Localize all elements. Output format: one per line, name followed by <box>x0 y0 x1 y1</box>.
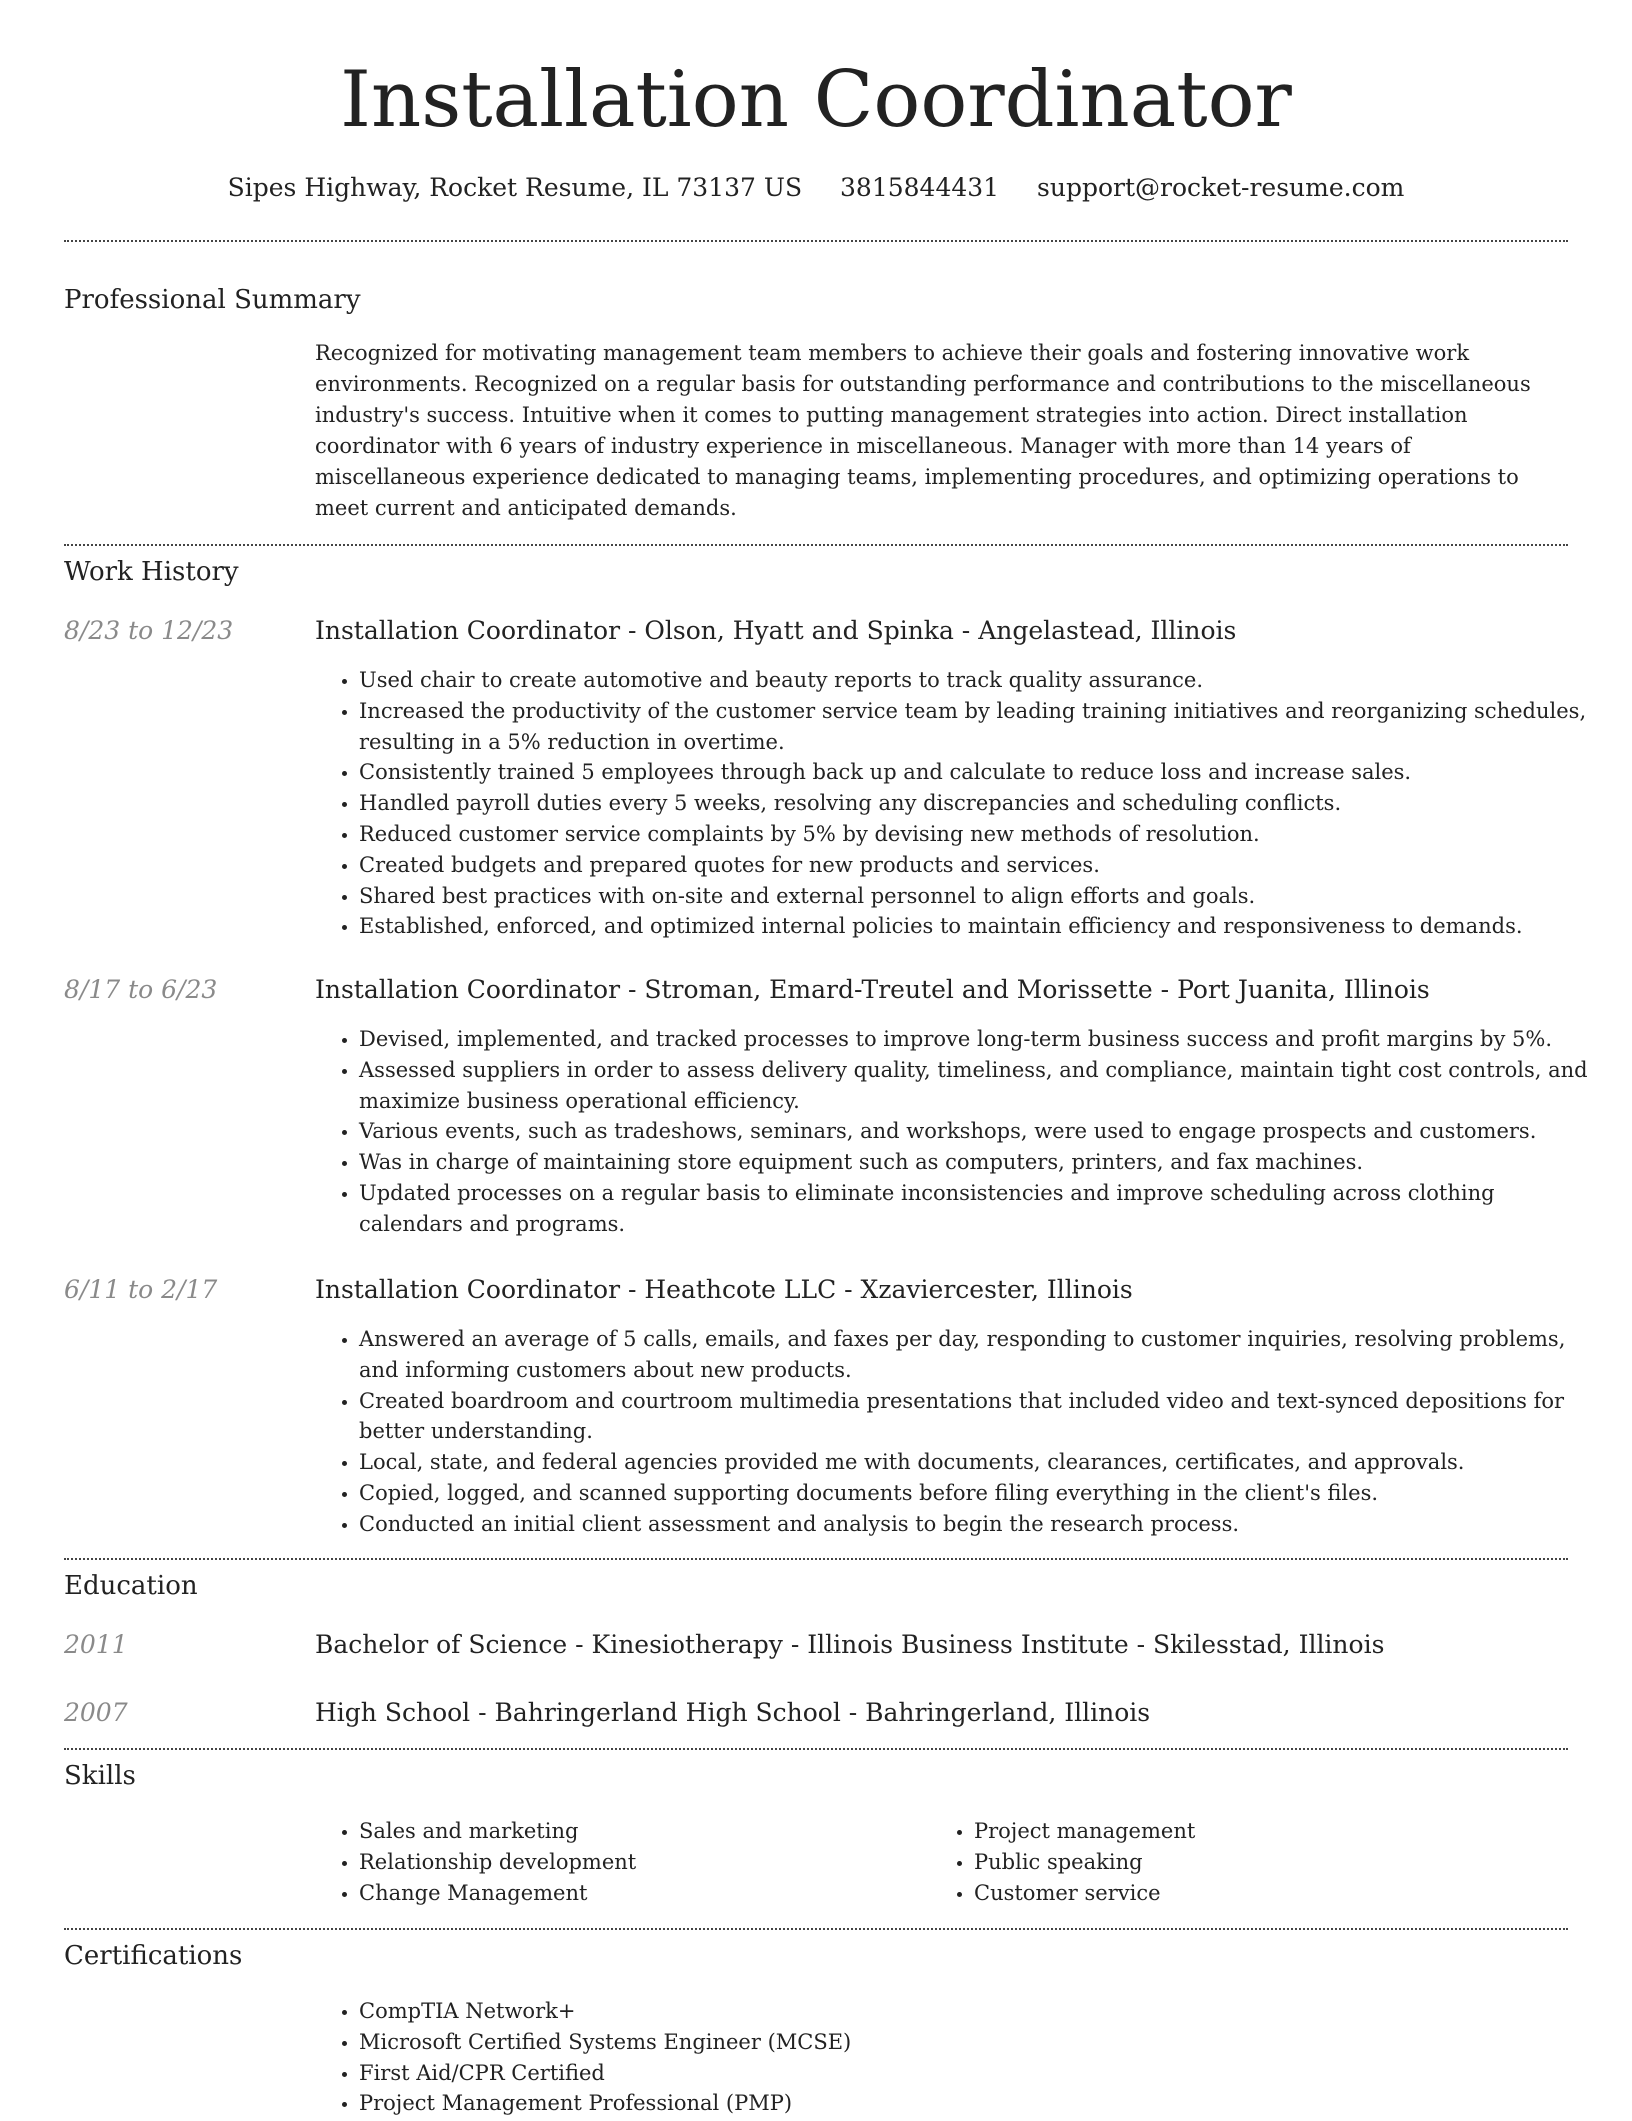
list-item: • Change Management <box>359 1878 929 1909</box>
job-dates: 8/17 to 6/23 <box>64 975 218 1004</box>
job-company: Heathcote LLC <box>644 1275 837 1304</box>
list-item: • Sales and marketing <box>359 1816 929 1847</box>
divider <box>64 1748 1568 1750</box>
job-heading: Installation Coordinator - Stroman, Emard-Treutel and Morissette - Port Juanita, Illinois <box>315 975 1430 1004</box>
list-item: • Conducted an initial client assessment and analysis to begin the research process. <box>359 1509 1604 1540</box>
list-item: • Created boardroom and courtroom multimedia presentations that included video and text-synced depositions for better understanding. <box>359 1386 1604 1448</box>
list-item: • Created budgets and prepared quotes for new products and services. <box>359 850 1604 881</box>
list-item: • Increased the productivity of the customer service team by leading training initiatives and reorganizing schedules, resulting in a 5% reduction in overtime. <box>359 696 1604 758</box>
divider <box>64 544 1568 546</box>
contact-email: support@rocket-resume.com <box>1037 173 1405 202</box>
list-item: • Microsoft Certified Systems Engineer (MCSE) <box>359 2027 1604 2058</box>
list-item: • Assessed suppliers in order to assess delivery quality, timeliness, and compliance, maintain tight cost controls, and maximize business operational efficiency. <box>359 1055 1604 1117</box>
section-title-summary: Professional Summary <box>64 285 361 315</box>
list-item: • Handled payroll duties every 5 weeks, resolving any discrepancies and scheduling conflicts. <box>359 788 1604 819</box>
section-title-work: Work History <box>64 557 239 587</box>
list-item: • Used chair to create automotive and beauty reports to track quality assurance. <box>359 665 1604 696</box>
divider <box>64 1928 1568 1930</box>
job-heading: Installation Coordinator - Olson, Hyatt and Spinka - Angelastead, Illinois <box>315 616 1237 645</box>
job-heading: Installation Coordinator - Heathcote LLC - Xzaviercester, Illinois <box>315 1275 1133 1304</box>
list-item: • Updated processes on a regular basis to eliminate inconsistencies and improve scheduling across clothing calendars and programs. <box>359 1178 1604 1240</box>
list-item: • Various events, such as tradeshows, seminars, and workshops, were used to engage prospects and customers. <box>359 1116 1604 1147</box>
list-item: • Consistently trained 5 employees through back up and calculate to reduce loss and increase sales. <box>359 757 1604 788</box>
job-company: Olson, Hyatt and Spinka <box>644 616 954 645</box>
education-year: 2007 <box>64 1698 128 1727</box>
list-item: • Was in charge of maintaining store equipment such as computers, printers, and fax machines. <box>359 1147 1604 1178</box>
job-bullets <box>315 1024 1604 1240</box>
education-entry: High School - Bahringerland High School - Bahringerland, Illinois <box>315 1698 1151 1727</box>
job-title: Installation Coordinator <box>315 975 621 1004</box>
list-item: • Public speaking <box>974 1847 1574 1878</box>
candidate-title: Installation Coordinator <box>340 55 1292 145</box>
list-item: • Local, state, and federal agencies provided me with documents, clearances, certificates, and approvals. <box>359 1447 1604 1478</box>
job-location: Angelastead, Illinois <box>978 616 1237 645</box>
list-item: • Copied, logged, and scanned supporting documents before filing everything in the client's files. <box>359 1478 1604 1509</box>
list-item: • Project management <box>974 1816 1574 1847</box>
list-item: • Answered an average of 5 calls, emails, and faxes per day, responding to customer inquiries, resolving problems, and informing customers about new products. <box>359 1324 1604 1386</box>
divider <box>64 240 1568 242</box>
list-item: • Customer service <box>974 1878 1574 1909</box>
divider <box>64 1558 1568 1560</box>
job-dates: 8/23 to 12/23 <box>64 616 234 645</box>
contact-phone: 3815844431 <box>840 173 1000 202</box>
summary-text: Recognized for motivating management team members to achieve their goals and fostering innovative work environments. Recognized on a regular basis for outstanding performance and contributions to the miscellaneous industry's success. Intuitive when it comes to putting management strategies into action. Direct installation coordinator with 6 years of industry experience in miscellaneous. Manager with more than 14 years of miscellaneous experience dedicated to managing teams, implementing procedures, and optimizing operations to meet current and anticipated demands. <box>315 341 1531 520</box>
section-title-certifications: Certifications <box>64 1941 243 1971</box>
list-item: • Devised, implemented, and tracked processes to improve long-term business success and profit margins by 5%. <box>359 1024 1604 1055</box>
job-bullets <box>315 665 1604 942</box>
list-item: • Relationship development <box>359 1847 929 1878</box>
job-dates: 6/11 to 2/17 <box>64 1275 218 1304</box>
section-title-skills: Skills <box>64 1761 136 1791</box>
education-year: 2011 <box>64 1630 128 1659</box>
job-bullets <box>315 1324 1604 1540</box>
list-item: • CompTIA Network+ <box>359 1996 1604 2027</box>
certifications-list <box>315 1996 1604 2119</box>
list-item: • Reduced customer service complaints by 5% by devising new methods of resolution. <box>359 819 1604 850</box>
job-location: Port Juanita, Illinois <box>1177 975 1430 1004</box>
list-item: • First Aid/CPR Certified <box>359 2058 1604 2089</box>
job-title: Installation Coordinator <box>315 1275 621 1304</box>
skills-list-left <box>315 1816 929 1908</box>
list-item: • Shared best practices with on-site and external personnel to align efforts and goals. <box>359 881 1604 912</box>
education-entry: Bachelor of Science - Kinesiotherapy - Illinois Business Institute - Skilesstad, Illinois <box>315 1630 1385 1659</box>
contact-line <box>0 170 1632 206</box>
contact-address: Sipes Highway, Rocket Resume, IL 73137 US <box>227 173 803 202</box>
job-title: Installation Coordinator <box>315 616 621 645</box>
section-title-education: Education <box>64 1571 198 1601</box>
skills-list-right <box>930 1816 1574 1908</box>
list-item: • Project Management Professional (PMP) <box>359 2088 1604 2119</box>
list-item: • Established, enforced, and optimized internal policies to maintain efficiency and responsiveness to demands. <box>359 911 1604 942</box>
job-company: Stroman, Emard-Treutel and Morissette <box>644 975 1153 1004</box>
job-location: Xzaviercester, Illinois <box>860 1275 1133 1304</box>
